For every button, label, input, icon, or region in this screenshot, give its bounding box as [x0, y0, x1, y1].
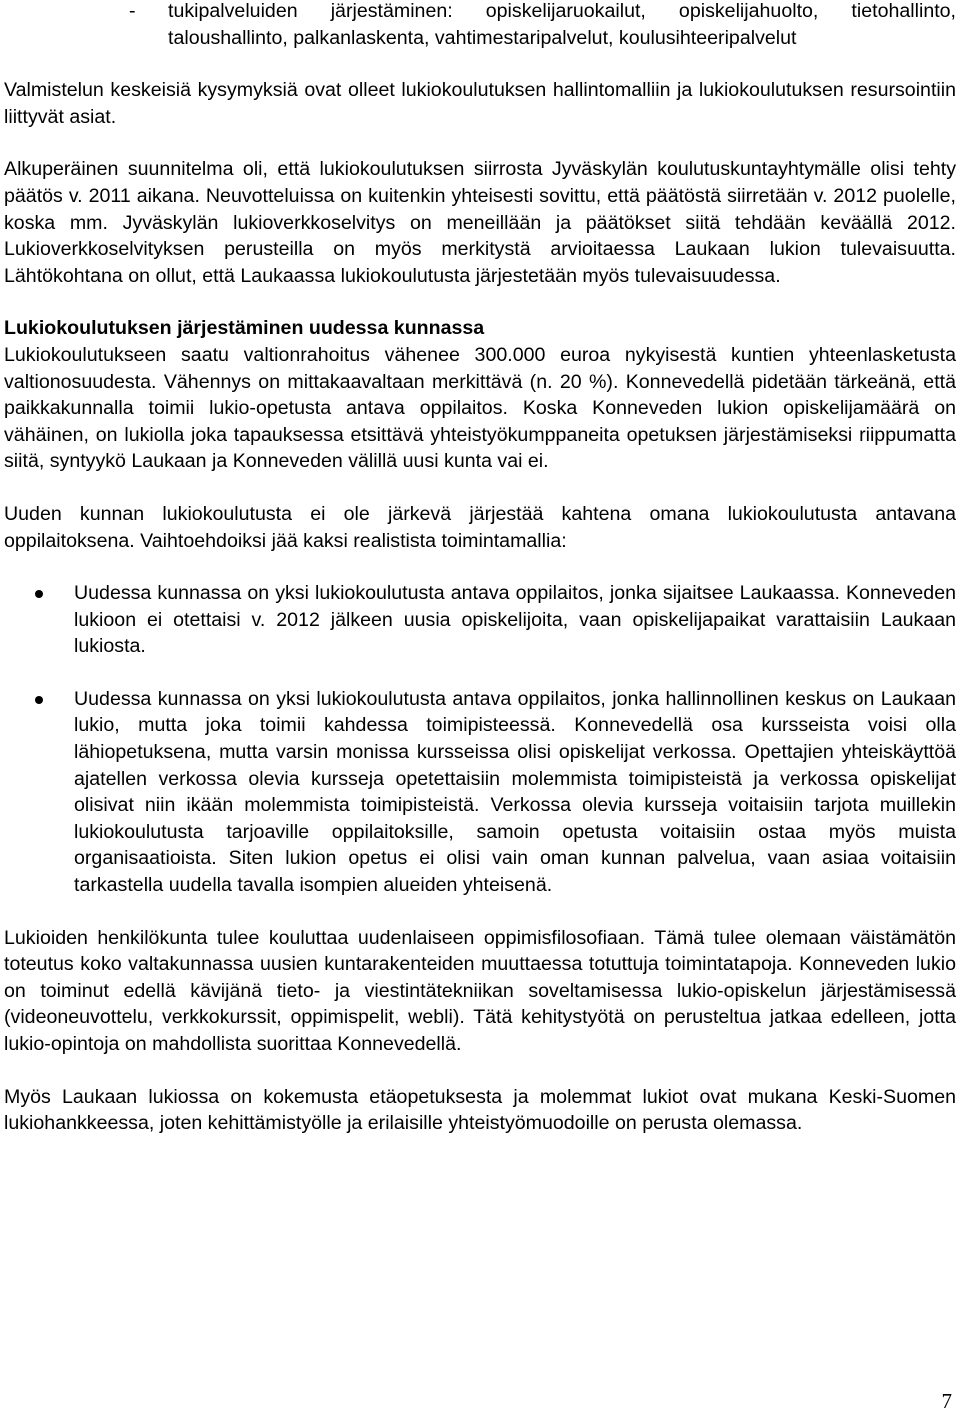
dash-marker: - — [129, 0, 136, 22]
paragraph-preparation-questions: Valmistelun keskeisiä kysymyksiä ovat olleet lukiokoulutuksen hallintomalliin ja lukiokoulutuksen resursointiin liittyvät asiat. — [4, 79, 956, 128]
page-number: 7 — [941, 1389, 952, 1413]
paragraph-alternatives: Uuden kunnan lukiokoulutusta ei ole järkevä järjestää kahtena omana lukiokoulutusta antavana oppilaitoksena. Vaihtoehdoiksi jää kaksi realistista toimintamallia: — [4, 502, 956, 552]
section-heading: Lukiokoulutuksen järjestäminen uudessa kunnassa — [4, 317, 485, 340]
list-item-text: Uudessa kunnassa on yksi lukiokoulutusta antava oppilaitos, jonka hallinnollinen keskus on Laukaan lukio, mutta joka toimii kahdessa toimipisteessä. Konnevedellä osa kursseista voisi olla lähiopetuksena, mutta varsin monissa kursseissa olisi opiskelijat verkossa. Opettajien yhteiskäyttöä ajatellen verkossa olevia kursseja opetettaisiin molemmista toimipisteistä ja verkossa opiskelijat olisivat niin ikään molemmista toimipisteistä. Verkossa olevia kursseja voitaisiin tarjota muillekin lukiokoulutusta tarjoaville oppilaitoksille, samoin opetusta voitaisiin ostaa myös muista organisaatioista. Siten lukion opetus ei olisi vain oman kunnan palvelua, vaan asiaa voitaisiin tarkastella uudella tavalla isompien alueiden yhteisenä. — [74, 687, 956, 897]
document-page — [4, 0, 956, 1137]
paragraph-staff-training: Lukioiden henkilökunta tulee kouluttaa uudenlaiseen oppimisfilosofiaan. Tämä tulee olemaan väistämätön toteutus koko valtakunnassa uusien kuntarakenteiden muuttaessa totuttuja toimintatapoja. Konneveden lukio on toiminut edellä kävijänä tieto- ja viestintätekniikan soveltamisessa lukio-opiskelun järjestämisessä (videoneuvottelu, verkkokurssit, oppimispelit, webli). Tätä kehitystyötä on perusteltua jatkaa edelleen, jotta lukio-opintoja on mahdollista suorittaa Konnevedellä. — [4, 926, 956, 1055]
list-item-text: Uudessa kunnassa on yksi lukiokoulutusta antava oppilaitos, jonka sijaitsee Laukaassa. Konneveden lukioon ei otettaisi v. 2012 jälkeen uusia opiskelijoita, vaan opiskelijapaikat varattaisiin Laukaan lukiosta. — [74, 582, 956, 658]
paragraph-funding: Lukiokoulutukseen saatu valtionrahoitus vähenee 300.000 euroa nykyisestä kuntien yhteenlasketusta valtionosuudesta. Vähennys on mittakaavaltaan merkittävä (n. 20 %). Konnevedellä pidetään tärkeänä, että paikkakunnalla toimii lukio-opetusta antava oppilaitos. Koska Konneveden lukion opiskelijamäärä on vähäinen, on lukiolla joka tapauksessa etsittävä yhteistyökumppaneita opetuksen järjestämiseksi riippumatta siitä, syntyykö Laukaan ja Konneveden välillä uusi kunta vai ei. — [4, 343, 956, 473]
dash-item-text: tukipalveluiden järjestäminen: opiskelijaruokailut, opiskelijahuolto, tietohallinto, taloushallinto, palkanlaskenta, vahtimestaripalvelut, koulusihteeripalvelut — [168, 0, 956, 49]
bullet-list — [4, 580, 956, 899]
paragraph-distance-learning: Myös Laukaan lukiossa on kokemusta etäopetuksesta ja molemmat lukiot ovat mukana Keski-Suomen lukiohankkeessa, joten kehittämistyölle ja erilaisille yhteistyömuodoille on perusta olemassa. — [4, 1085, 956, 1135]
list-item — [4, 686, 956, 899]
list-item — [4, 580, 956, 660]
dash-list-item — [4, 0, 956, 51]
paragraph-original-plan: Alkuperäinen suunnitelma oli, että lukiokoulutuksen siirrosta Jyväskylän koulutuskuntayhtymälle olisi tehty päätös v. 2011 aikana. Neuvotteluissa on kuitenkin yhteisesti sovittu, että päätöstä siirretään v. 2012 puolelle, koska mm. Jyväskylän lukioverkkoselvitys on meneillään ja päätökset siitä tehdään keväällä 2012. Lukioverkkoselvityksen perusteilla on myös merkitystä arvioitaessa Laukaan lukion tulevaisuutta. Lähtökohtana on ollut, että Laukaassa lukiokoulutusta järjestetään myös tulevaisuudessa. — [4, 158, 956, 287]
bullet-icon — [4, 580, 74, 660]
bullet-icon — [4, 686, 74, 899]
